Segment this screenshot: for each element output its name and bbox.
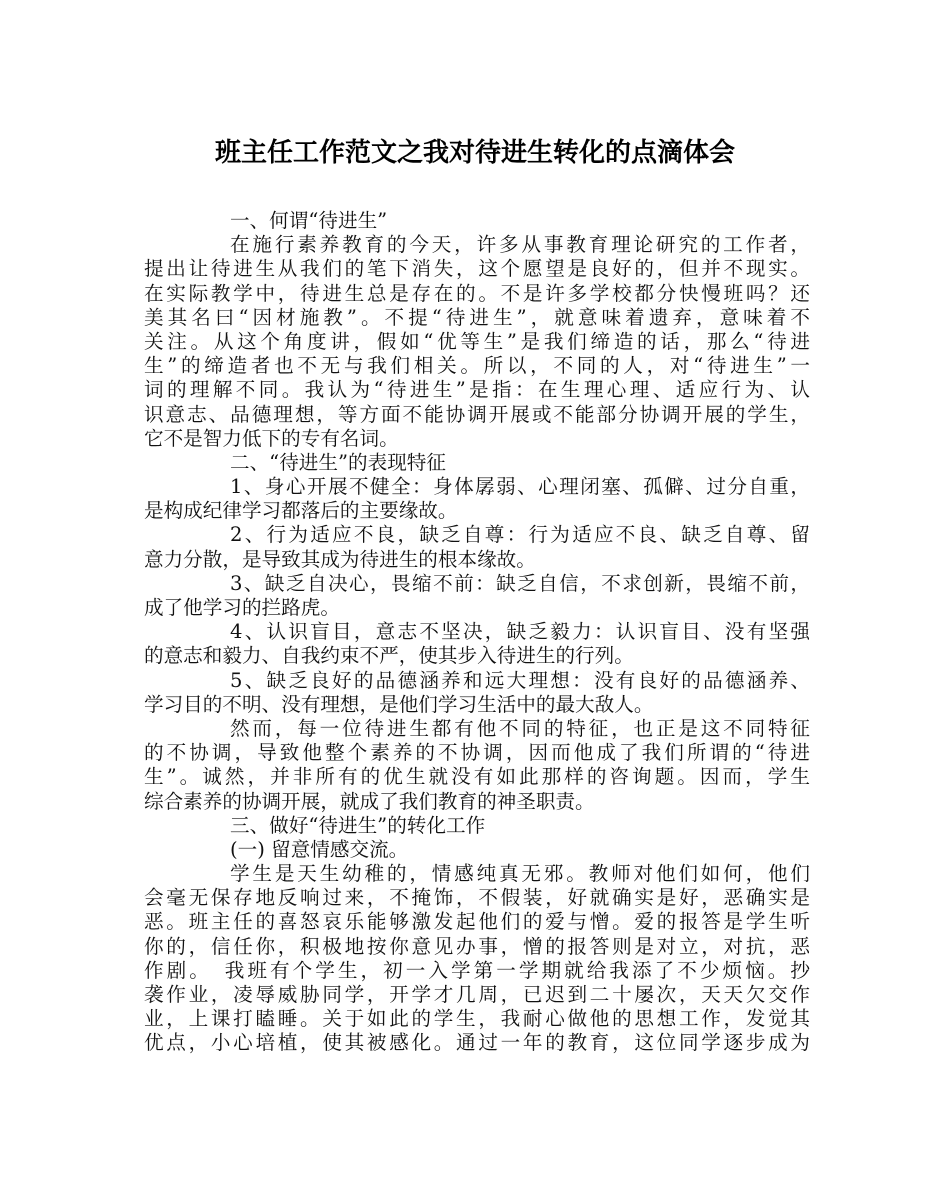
text-line: 学生是天生幼稚的，情感纯真无邪。教师对他们如何，他们 bbox=[230, 862, 810, 886]
text-line: 关注。从这个角度讲，假如“优等生”是我们缔造的话，那么“待进 bbox=[144, 329, 810, 353]
text-line: 2、行为适应不良，缺乏自尊：行为适应不良、缺乏自尊、留 bbox=[230, 523, 810, 547]
text-line: 是构成纪律学习都落后的主要缘故。 bbox=[144, 499, 458, 523]
text-line: 袭作业，凌辱威胁同学，开学才几周，已迟到二十屡次，天天欠交作 bbox=[144, 983, 810, 1006]
text-line: 5、缺乏良好的品德涵养和远大理想：没有良好的品德涵养、 bbox=[230, 668, 810, 692]
text-line: 3、缺乏自决心，畏缩不前：缺乏自信，不求创新，畏缩不前， bbox=[230, 571, 810, 595]
text-line: 业，上课打瞌睡。关于如此的学生，我耐心做他的思想工作，发觉其 bbox=[144, 1007, 810, 1031]
text-line: 的不协调，导致他整个素养的不协调，因而他成了我们所谓的“待进 bbox=[144, 741, 810, 765]
text-line: 识意志、品德理想，等方面不能协调开展或不能部分协调开展的学生， bbox=[144, 402, 810, 426]
text-line: 会毫无保存地反响过来，不掩饰，不假装，好就确实是好，恶确实是 bbox=[144, 886, 810, 910]
text-line: 综合素养的协调开展，就成了我们教育的神圣职责。 bbox=[144, 789, 595, 813]
text-line: 一、何谓“待进生” bbox=[230, 209, 388, 232]
text-line: 4、认识盲目，意志不坚决，缺乏毅力：认识盲目、没有坚强 bbox=[230, 620, 810, 644]
text-line: 二、“待进生”的表现特征 bbox=[230, 450, 446, 474]
text-line: 意力分散，是导致其成为待进生的根本缘故。 bbox=[144, 547, 536, 571]
text-line: 优点，小心培植，使其被感化。通过一年的教育，这位同学逐步成为 bbox=[144, 1031, 810, 1055]
text-line: 成了他学习的拦路虎。 bbox=[144, 596, 340, 619]
text-line: 作剧。 我班有个学生，初一入学第一学期就给我添了不少烦恼。抄 bbox=[144, 958, 810, 982]
text-line: 你的，信任你，积极地按你意见办事，憎的报答则是对立，对抗，恶 bbox=[144, 934, 810, 958]
text-line: 词的理解不同。我认为“待进生”是指：在生理心理、适应行为、认 bbox=[144, 378, 810, 402]
text-line: 1、身心开展不健全：身体孱弱、心理闭塞、孤僻、过分自重， bbox=[230, 475, 810, 499]
document-title: 班主任工作范文之我对待进生转化的点滴体会 bbox=[214, 138, 735, 168]
text-line: 然而，每一位待进生都有他不同的特征，也正是这不同特征 bbox=[230, 716, 810, 740]
text-line: 在实际教学中，待进生总是存在的。不是许多学校都分快慢班吗？还 bbox=[144, 281, 810, 305]
text-line: 生”的缔造者也不无与我们相关。所以，不同的人，对“待进生”一 bbox=[144, 354, 810, 378]
text-line: 生”。诚然，并非所有的优生就没有如此那样的咨询题。因而，学生 bbox=[144, 765, 810, 789]
text-line: (一) 留意情感交流。 bbox=[230, 837, 409, 861]
text-line: 它不是智力低下的专有名词。 bbox=[144, 426, 399, 450]
text-line: 三、做好“待进生”的转化工作 bbox=[230, 813, 486, 837]
text-line: 学习目的不明、没有理想，是他们学习生活中的最大敌人。 bbox=[144, 692, 654, 716]
text-line: 的意志和毅力、自我约束不严，使其步入待进生的行列。 bbox=[144, 644, 634, 668]
text-line: 恶。班主任的喜怒哀乐能够激发起他们的爱与憎。爱的报答是学生听 bbox=[144, 910, 810, 934]
text-line: 美其名曰“因材施教”。不提“待进生”，就意味着遗弃，意味着不 bbox=[144, 305, 810, 329]
text-line: 提出让待进生从我们的笔下消失，这个愿望是良好的，但并不现实。 bbox=[144, 257, 810, 281]
text-line: 在施行素养教育的今天，许多从事教育理论研究的工作者， bbox=[230, 233, 810, 257]
document-body bbox=[144, 209, 810, 1056]
